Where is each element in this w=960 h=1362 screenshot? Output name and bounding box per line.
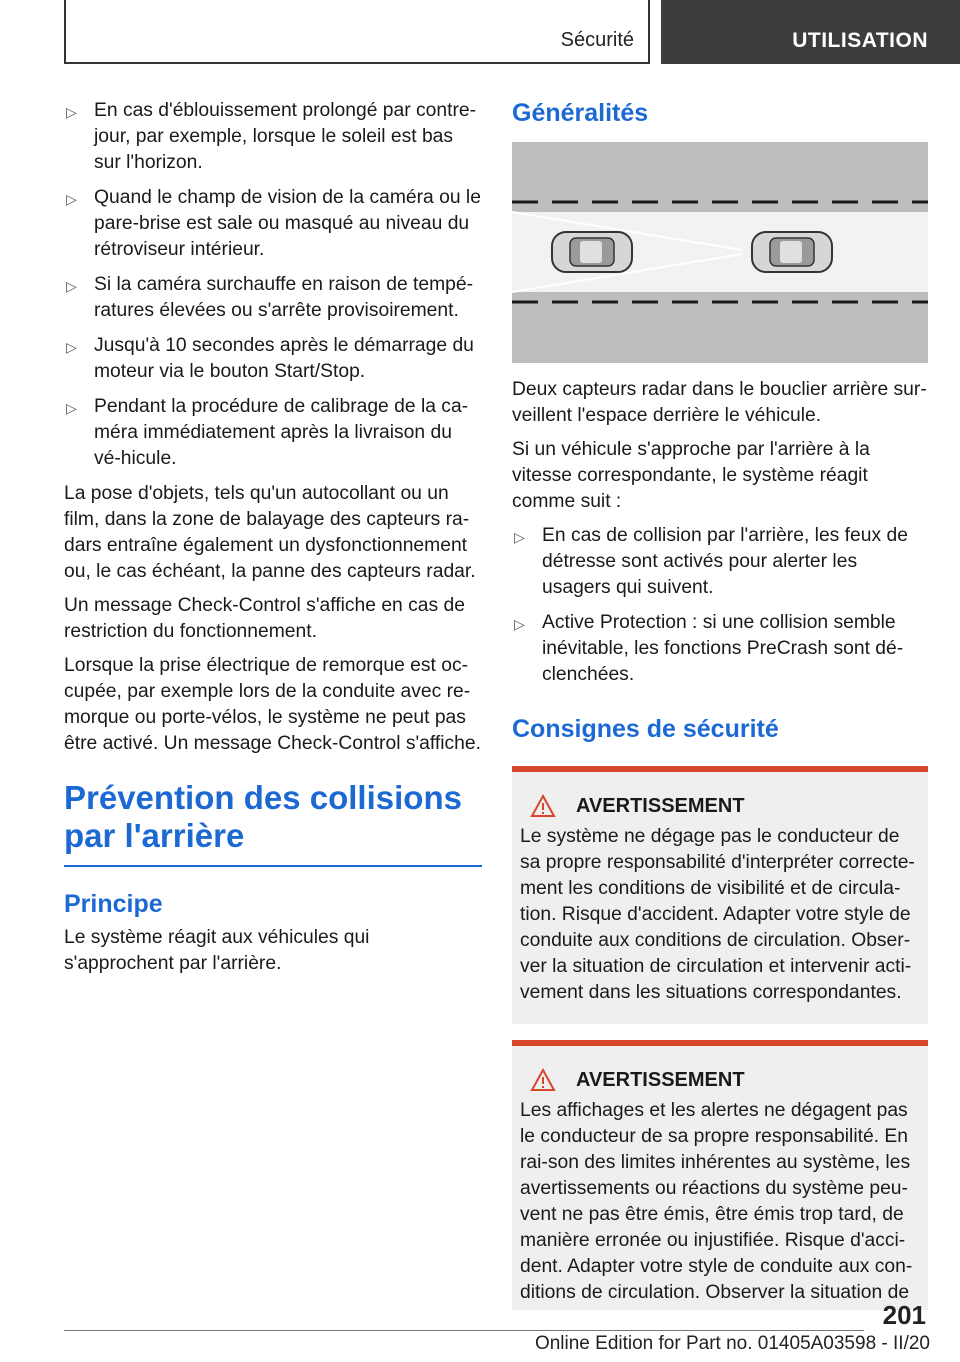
subsection-heading: Principe bbox=[64, 890, 163, 918]
triangle-right-icon: ▷ bbox=[66, 400, 77, 416]
car-following-icon bbox=[552, 232, 632, 272]
warning-box bbox=[512, 1040, 928, 1310]
paragraph: La pose d'objets, tels qu'un autocollant ou un film, dans la zone de balayage des capteurs ra-dars entraîne également un dysfonctionnement ou, le cas échéant, la panne des capteurs radar. bbox=[64, 483, 476, 582]
list-item: ▷ Active Protection : si une collision semble inévitable, les fonctions PreCrash sont dé-clenchées. bbox=[514, 612, 904, 685]
page-number: 201 bbox=[882, 1300, 926, 1330]
triangle-right-icon: ▷ bbox=[66, 339, 77, 355]
car-protected-icon bbox=[752, 232, 832, 272]
header-chapter-tab bbox=[661, 0, 960, 64]
section-heading: Prévention des collisions par l'arrière bbox=[64, 779, 462, 854]
list-item: ▷ En cas d'éblouissement prolongé par contre-jour, par exemple, lorsque le soleil est bas sur l'horizon. bbox=[66, 100, 477, 173]
right-column bbox=[512, 98, 928, 1326]
list-item: ▷ Jusqu'à 10 secondes après le démarrage du moteur via le bouton Start/Stop. bbox=[66, 335, 474, 382]
header-section-tab bbox=[64, 0, 650, 64]
list-item: ▷ Pendant la procédure de calibrage de la ca-méra immédiatement après la livraison du vé-hicule. bbox=[66, 396, 469, 469]
triangle-right-icon: ▷ bbox=[66, 278, 77, 294]
list-item: ▷ Si la caméra surchauffe en raison de tempé-ratures élevées ou s'arrête provisoirement. bbox=[66, 274, 474, 321]
triangle-right-icon: ▷ bbox=[66, 104, 77, 120]
header-chapter-label: UTILISATION bbox=[792, 29, 928, 52]
triangle-right-icon: ▷ bbox=[514, 616, 525, 632]
left-column bbox=[64, 98, 482, 985]
paragraph: Lorsque la prise électrique de remorque est oc-cupée, par exemple lors de la conduite avec re-morque ou porte-vélos, le système ne peut pas être activé. Un message Check-Control s'affiche. bbox=[64, 655, 481, 754]
footer-divider bbox=[64, 1330, 864, 1331]
warning-box bbox=[512, 766, 928, 1024]
triangle-right-icon: ▷ bbox=[66, 191, 77, 207]
subsection-heading: Consignes de sécurité bbox=[512, 715, 779, 743]
paragraph: Un message Check-Control s'affiche en cas de restriction du fonctionnement. bbox=[64, 595, 465, 642]
warning-text: Les affichages et les alertes ne dégagent pas le conducteur de sa propre responsabilité. En rai-son des limites inhérentes au système, les avertissements ou réactions du système peu-vent ne pas être émis, être émis trop tard, de manière erronée ou injustifiée. Risque d'acci-dent. Adapter votre style de conduite aux con-ditions de circulation. Observer la situation de bbox=[520, 1100, 913, 1303]
paragraph: Si un véhicule s'approche par l'arrière à la vitesse correspondante, le système réagit comme suit : bbox=[512, 439, 870, 512]
warning-triangle-icon bbox=[530, 1068, 556, 1092]
paragraph: Deux capteurs radar dans le bouclier arrière sur-veillent l'espace derrière le véhicule. bbox=[512, 379, 927, 426]
header-section-label: Sécurité bbox=[560, 29, 634, 51]
heading-rule bbox=[64, 865, 482, 867]
rear-collision-diagram bbox=[512, 142, 928, 363]
warning-triangle-icon bbox=[530, 794, 556, 818]
list-item: ▷ Quand le champ de vision de la caméra ou le pare-brise est sale ou masqué au niveau du rétroviseur intérieur. bbox=[66, 187, 481, 260]
triangle-right-icon: ▷ bbox=[514, 529, 525, 545]
subsection-heading: Généralités bbox=[512, 99, 649, 127]
left-bullet-list bbox=[64, 98, 482, 472]
warning-title: AVERTISSEMENT bbox=[520, 794, 920, 818]
right-bullet-list bbox=[512, 523, 928, 688]
footer-edition: Online Edition for Part no. 01405A03598 - II/20 bbox=[534, 1333, 930, 1354]
warning-title: AVERTISSEMENT bbox=[520, 1068, 920, 1092]
list-item: ▷ En cas de collision par l'arrière, les feux de détresse sont activés pour alerter les usagers qui suivent. bbox=[514, 525, 908, 598]
warning-text: Le système ne dégage pas le conducteur de sa propre responsabilité d'interpréter correcte-ment les conditions de visibilité et de circula-tion. Risque d'accident. Adapter votre style de conduite aux conditions de circulation. Obser-ver la situation de circulation et intervenir acti-vement dans les situations correspondantes. bbox=[520, 826, 915, 1003]
paragraph: Le système réagit aux véhicules qui s'approchent par l'arrière. bbox=[64, 927, 370, 974]
diagram-illustration bbox=[512, 142, 928, 363]
